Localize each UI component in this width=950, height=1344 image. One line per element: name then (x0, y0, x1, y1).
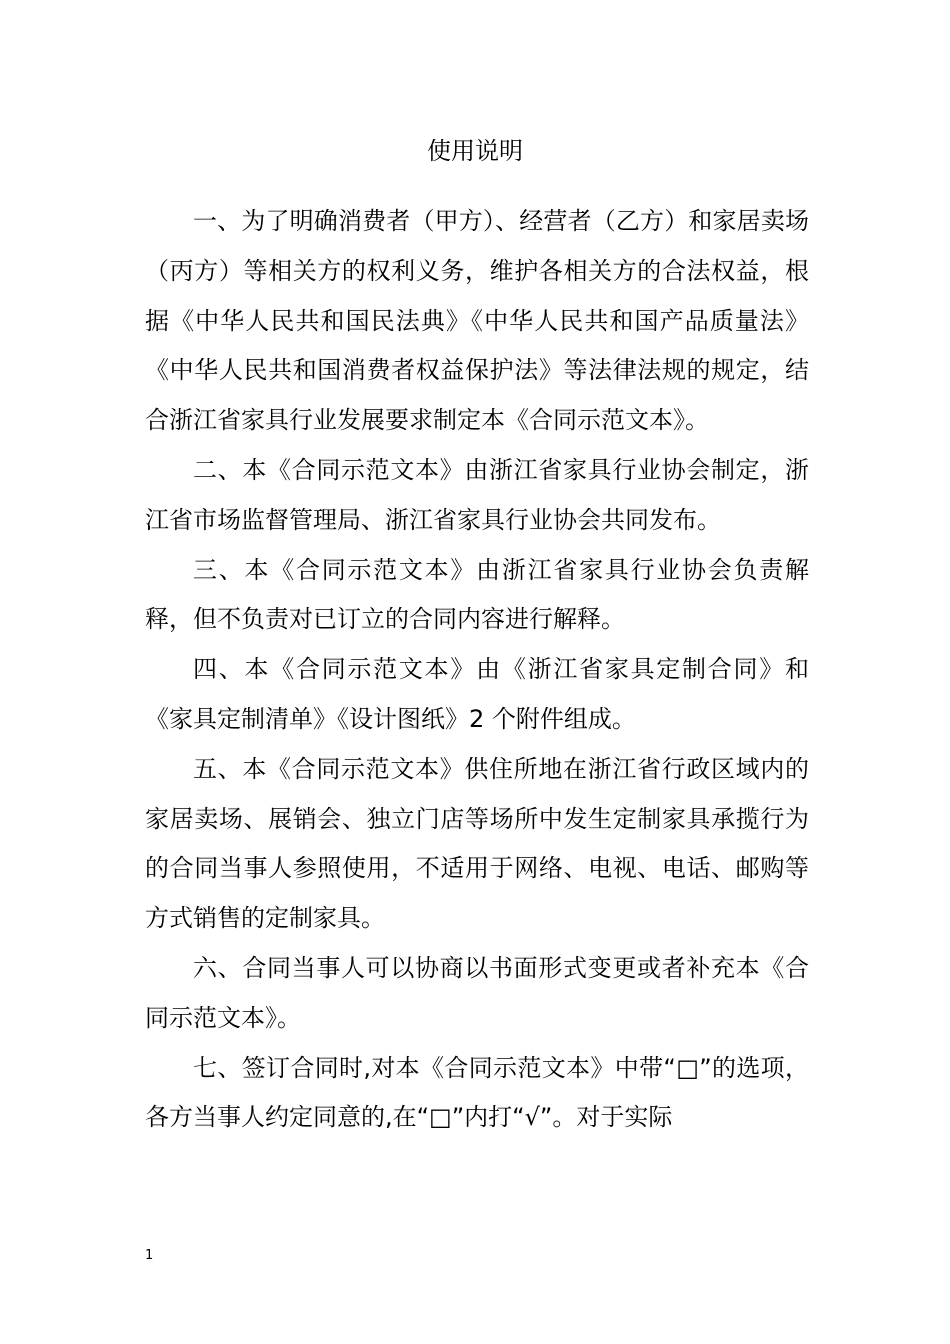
document-body (145, 197, 809, 1143)
paragraph-7: 七、签订合同时,对本《合同示范文本》中带“□”的选项，各方当事人约定同意的,在“□”内打“√”。对于实际 (145, 1053, 809, 1132)
paragraph-4: 四、本《合同示范文本》由《浙江省家具定制合同》和《家具定制清单》《设计图纸》2 个附件组成。 (145, 655, 809, 733)
paragraph-2: 二、本《合同示范文本》由浙江省家具行业协会制定，浙江省市场监督管理局、浙江省家具行业协会共同发布。 (145, 455, 809, 534)
paragraph-6: 六、合同当事人可以协商以书面形式变更或者补充本《合同示范文本》。 (145, 953, 809, 1032)
paragraph-5: 五、本《合同示范文本》供住所地在浙江省行政区域内的家居卖场、展销会、独立门店等场所中发生定制家具承揽行为的合同当事人参照使用，不适用于网络、电视、电话、邮购等方式销售的定制家具。 (145, 754, 809, 933)
document-title: 使用说明 (427, 137, 523, 165)
paragraph-1: 一、为了明确消费者（甲方）、经营者（乙方）和家居卖场（丙方）等相关方的权利义务，维护各相关方的合法权益，根据《中华人民共和国民法典》《中华人民共和国产品质量法》《中华人民共和国消费者权益保护法》等法律法规的规定，结合浙江省家具行业发展要求制定本《合同示范文本》。 (145, 207, 809, 435)
paragraph-3: 三、本《合同示范文本》由浙江省家具行业协会负责解释，但不负责对已订立的合同内容进行解释。 (145, 555, 809, 634)
page-number: 1 (145, 1248, 154, 1263)
